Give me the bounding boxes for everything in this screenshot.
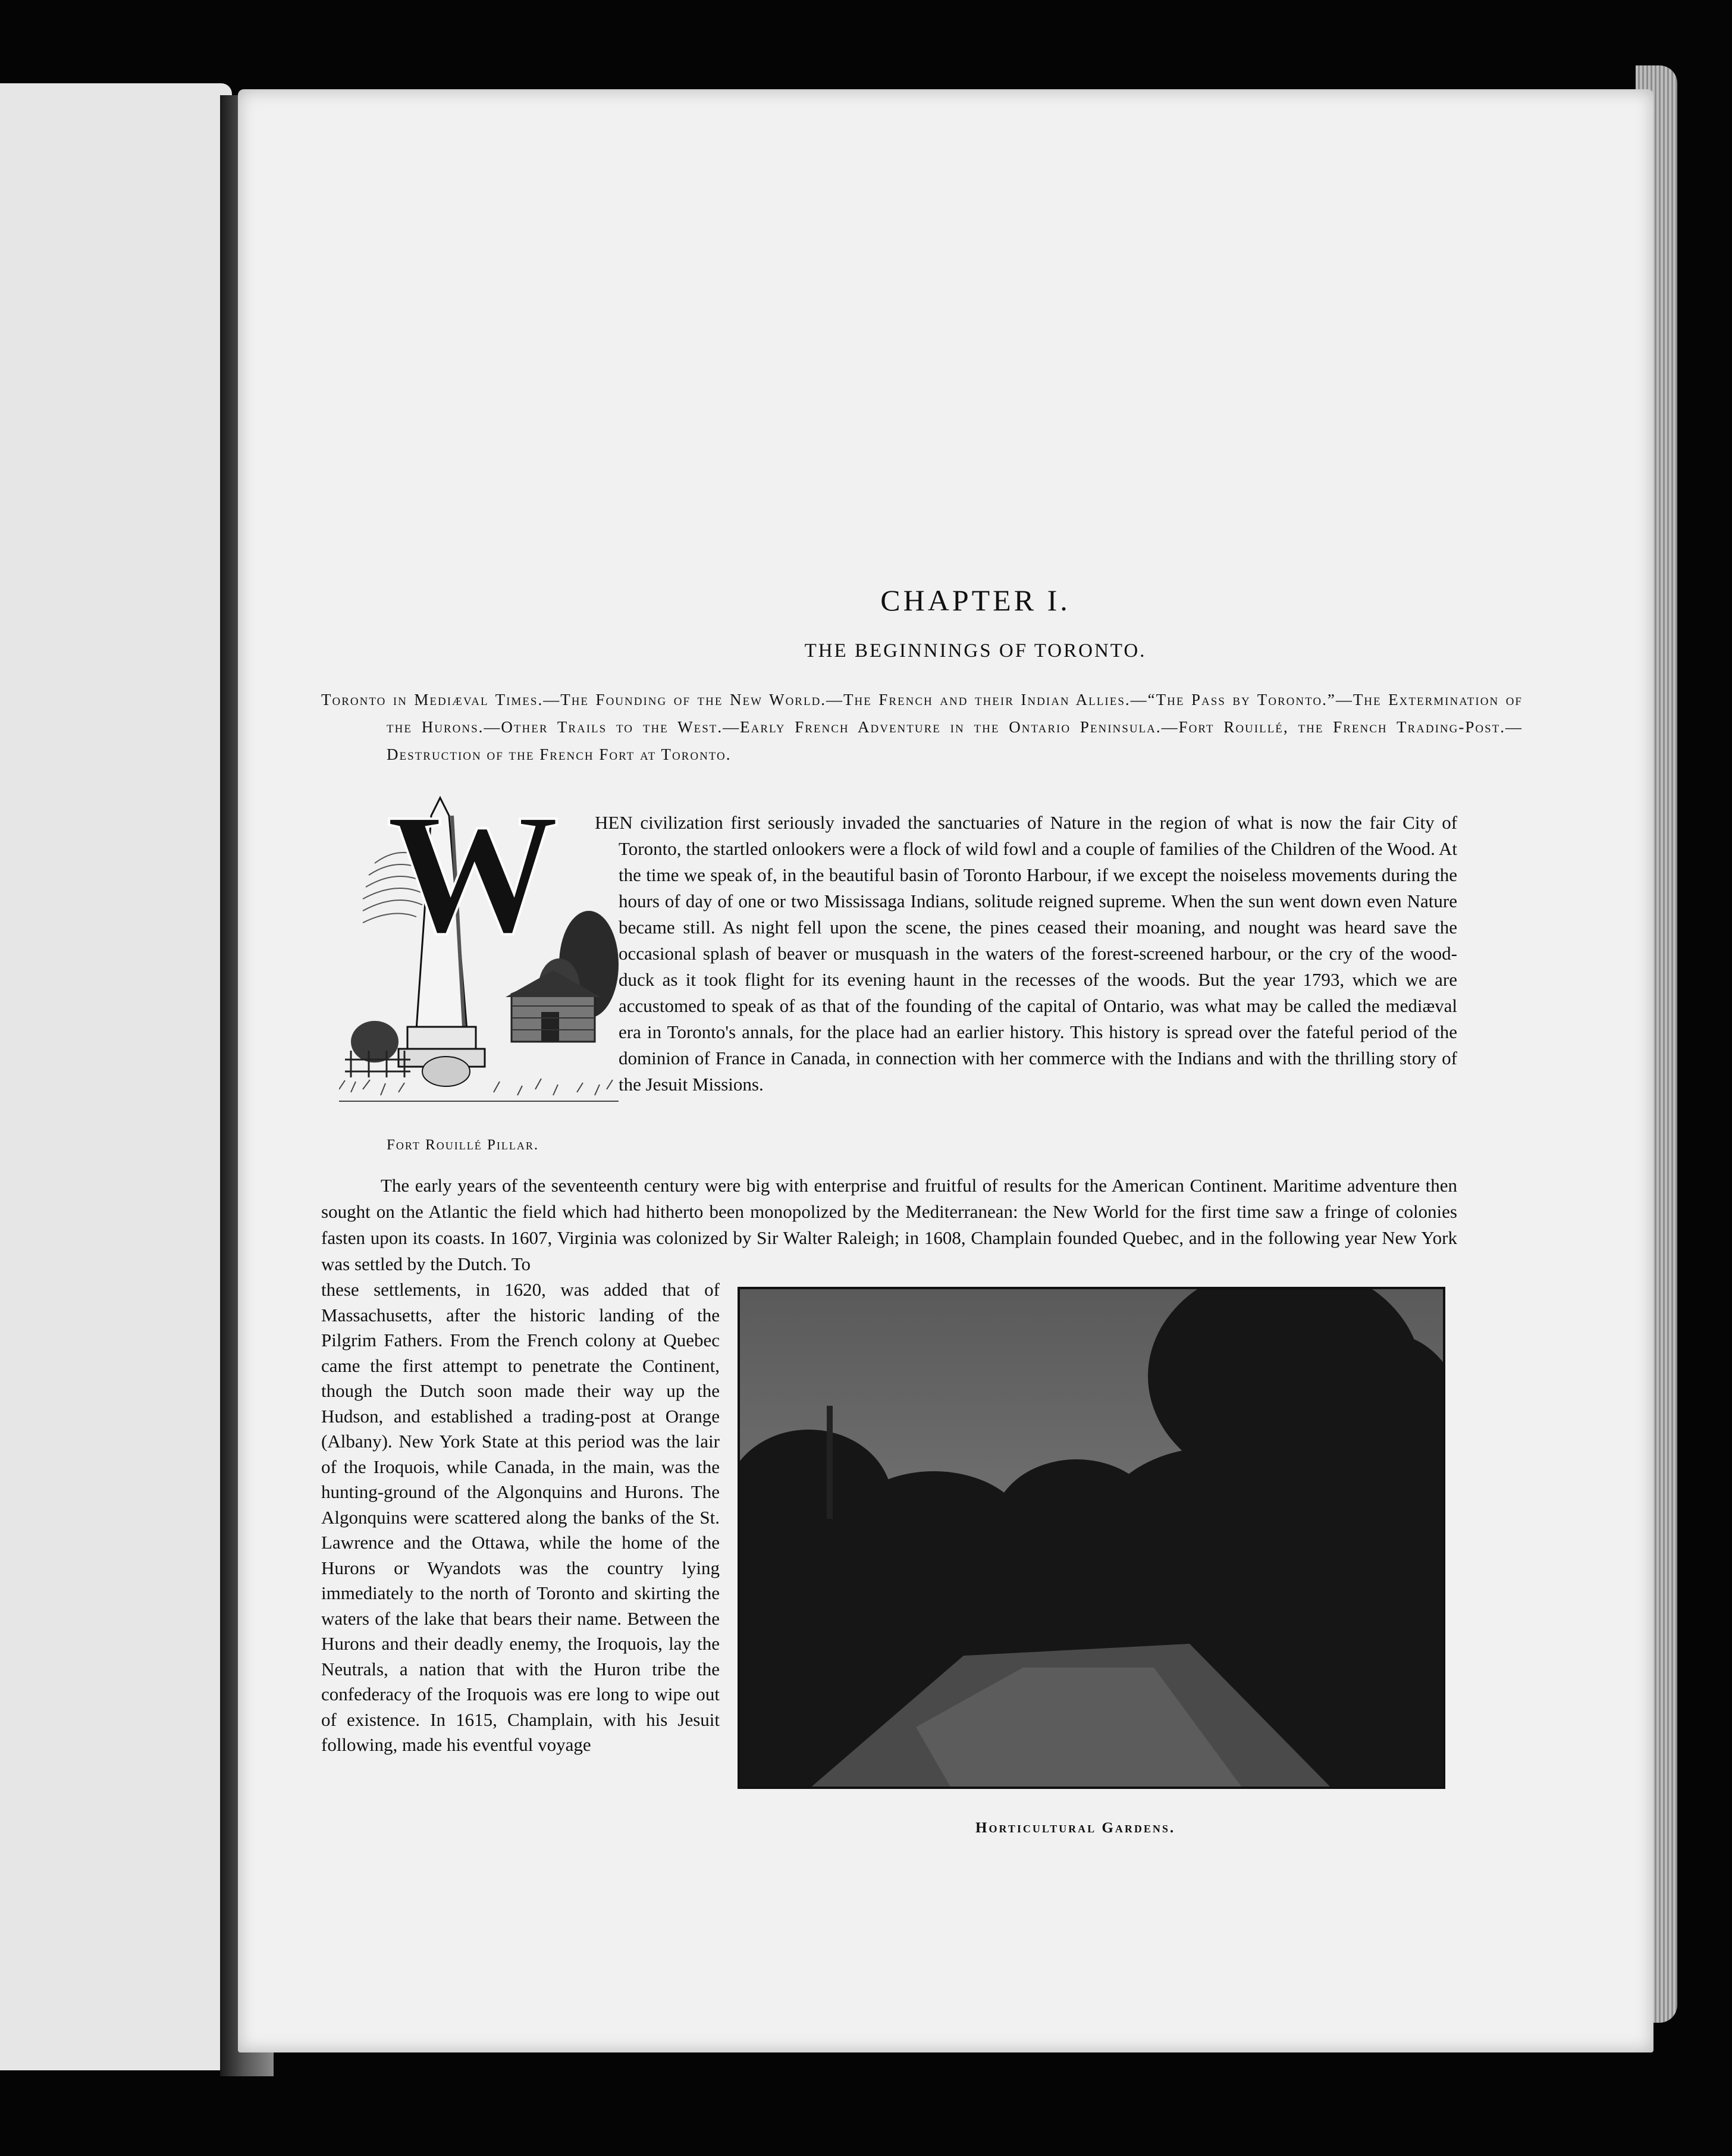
narrow-text-column: these settlements, in 1620, was added that of Massachusetts, after the historic landing of the Pilgrim Fathers. From the French colony at Quebec came the first attempt to penetrate the Continent, though the Dutch soon made their way up the Hudson, and established a trading-post at Orange (Albany). New York State at this period was the lair of the Iroquois, while Canada, in the main, was the hunting-ground of the Algonquins and Hurons. The Algonquins were scattered along the banks of the St. Lawrence and the Ottawa, while the home of the Hurons or Wyandots was the country lying immediately to the north of Toronto and skirting the waters of the lake that bears their name. Between the Hurons and their deadly enemy, the Iroquois, lay the Neutrals, a nation that with the Huron tribe the confederacy of the Iroquois was ere long to wipe out of existence. In 1615, Champlain, with his Jesuit following, made his eventful voyage [321, 1279, 720, 1755]
opening-rest: now the fair City of Toronto, the startled onlookers were a flock of wild fowl and a couple of families of the Children of the Wood. At the time we speak of, in the beautiful basin of Toronto Harbour, if we except the noiseless movements during the hours of day of one or two Mississaga Indians, solitude reigned supreme. When the sun went down even Nature became still. As night fell upon the scene, the pines ceased their moaning, and nought was heard save the occasional splash of beaver or musquash in the waters of the forest-screened harbour, or the cry of the wood-duck as it took flight for its evening haunt in the recesses of the woods. But the year 1793, which we are accustomed to speak of as that of the founding of the capital of Ontario, was what may be called the mediæval era in Toronto's annals, for the place had an earlier history. This history is spread over the fateful period of the dominion of France in Canada, in connection with her commerce with the Indians and with the thrilling story of the Jesuit Missions. [619, 812, 1458, 1095]
drop-cap-letter: W [387, 792, 559, 969]
page-content [321, 583, 1523, 1836]
left-page [0, 83, 232, 2070]
illustration-caption: Fort Rouillé Pillar. [387, 1137, 539, 1153]
lower-section [321, 1277, 1463, 1836]
fort-rouille-pillar-illustration [339, 792, 619, 1125]
chapter-synopsis: Toronto in Mediæval Times.—The Founding of the New World.—The French and their Indian Allies.—“The Pass by Toronto.”—The Extermination of the Hurons.—Other Trails to the West.—Early French Adventure in the Ontario Peninsula.—Fort Rouillé, the French Trading-Post.—Destruction of the French Fort at Toronto. [321, 691, 1523, 763]
chapter-title: CHAPTER I. [880, 584, 1071, 617]
chapter-subtitle: THE BEGINNINGS OF TORONTO. [804, 640, 1147, 662]
horticultural-gardens-photo [738, 1287, 1445, 1789]
opening-section [321, 792, 1463, 1173]
photo-distant-pillar [827, 1406, 833, 1519]
opening-first-line: HEN civilization first seriously invaded the sanctuaries of Nature in the region of what is [595, 812, 1293, 833]
body-paragraph: The early years of the seventeenth century were big with enterprise and fruitful of results for the American Continent. Maritime adventure then sought on the Atlantic the field which had hitherto been monopolized by the Mediterranean: the New World for the first time saw a fringe of colonies fasten upon its coasts. In 1607, Virginia was colonized by Sir Walter Raleigh; in 1608, Champlain founded Quebec, and in the following year New York was settled by the Dutch. To [321, 1175, 1457, 1274]
photo-caption: Horticultural Gardens. [975, 1820, 1176, 1836]
opening-paragraph [595, 810, 1458, 1098]
grass [339, 1079, 619, 1101]
